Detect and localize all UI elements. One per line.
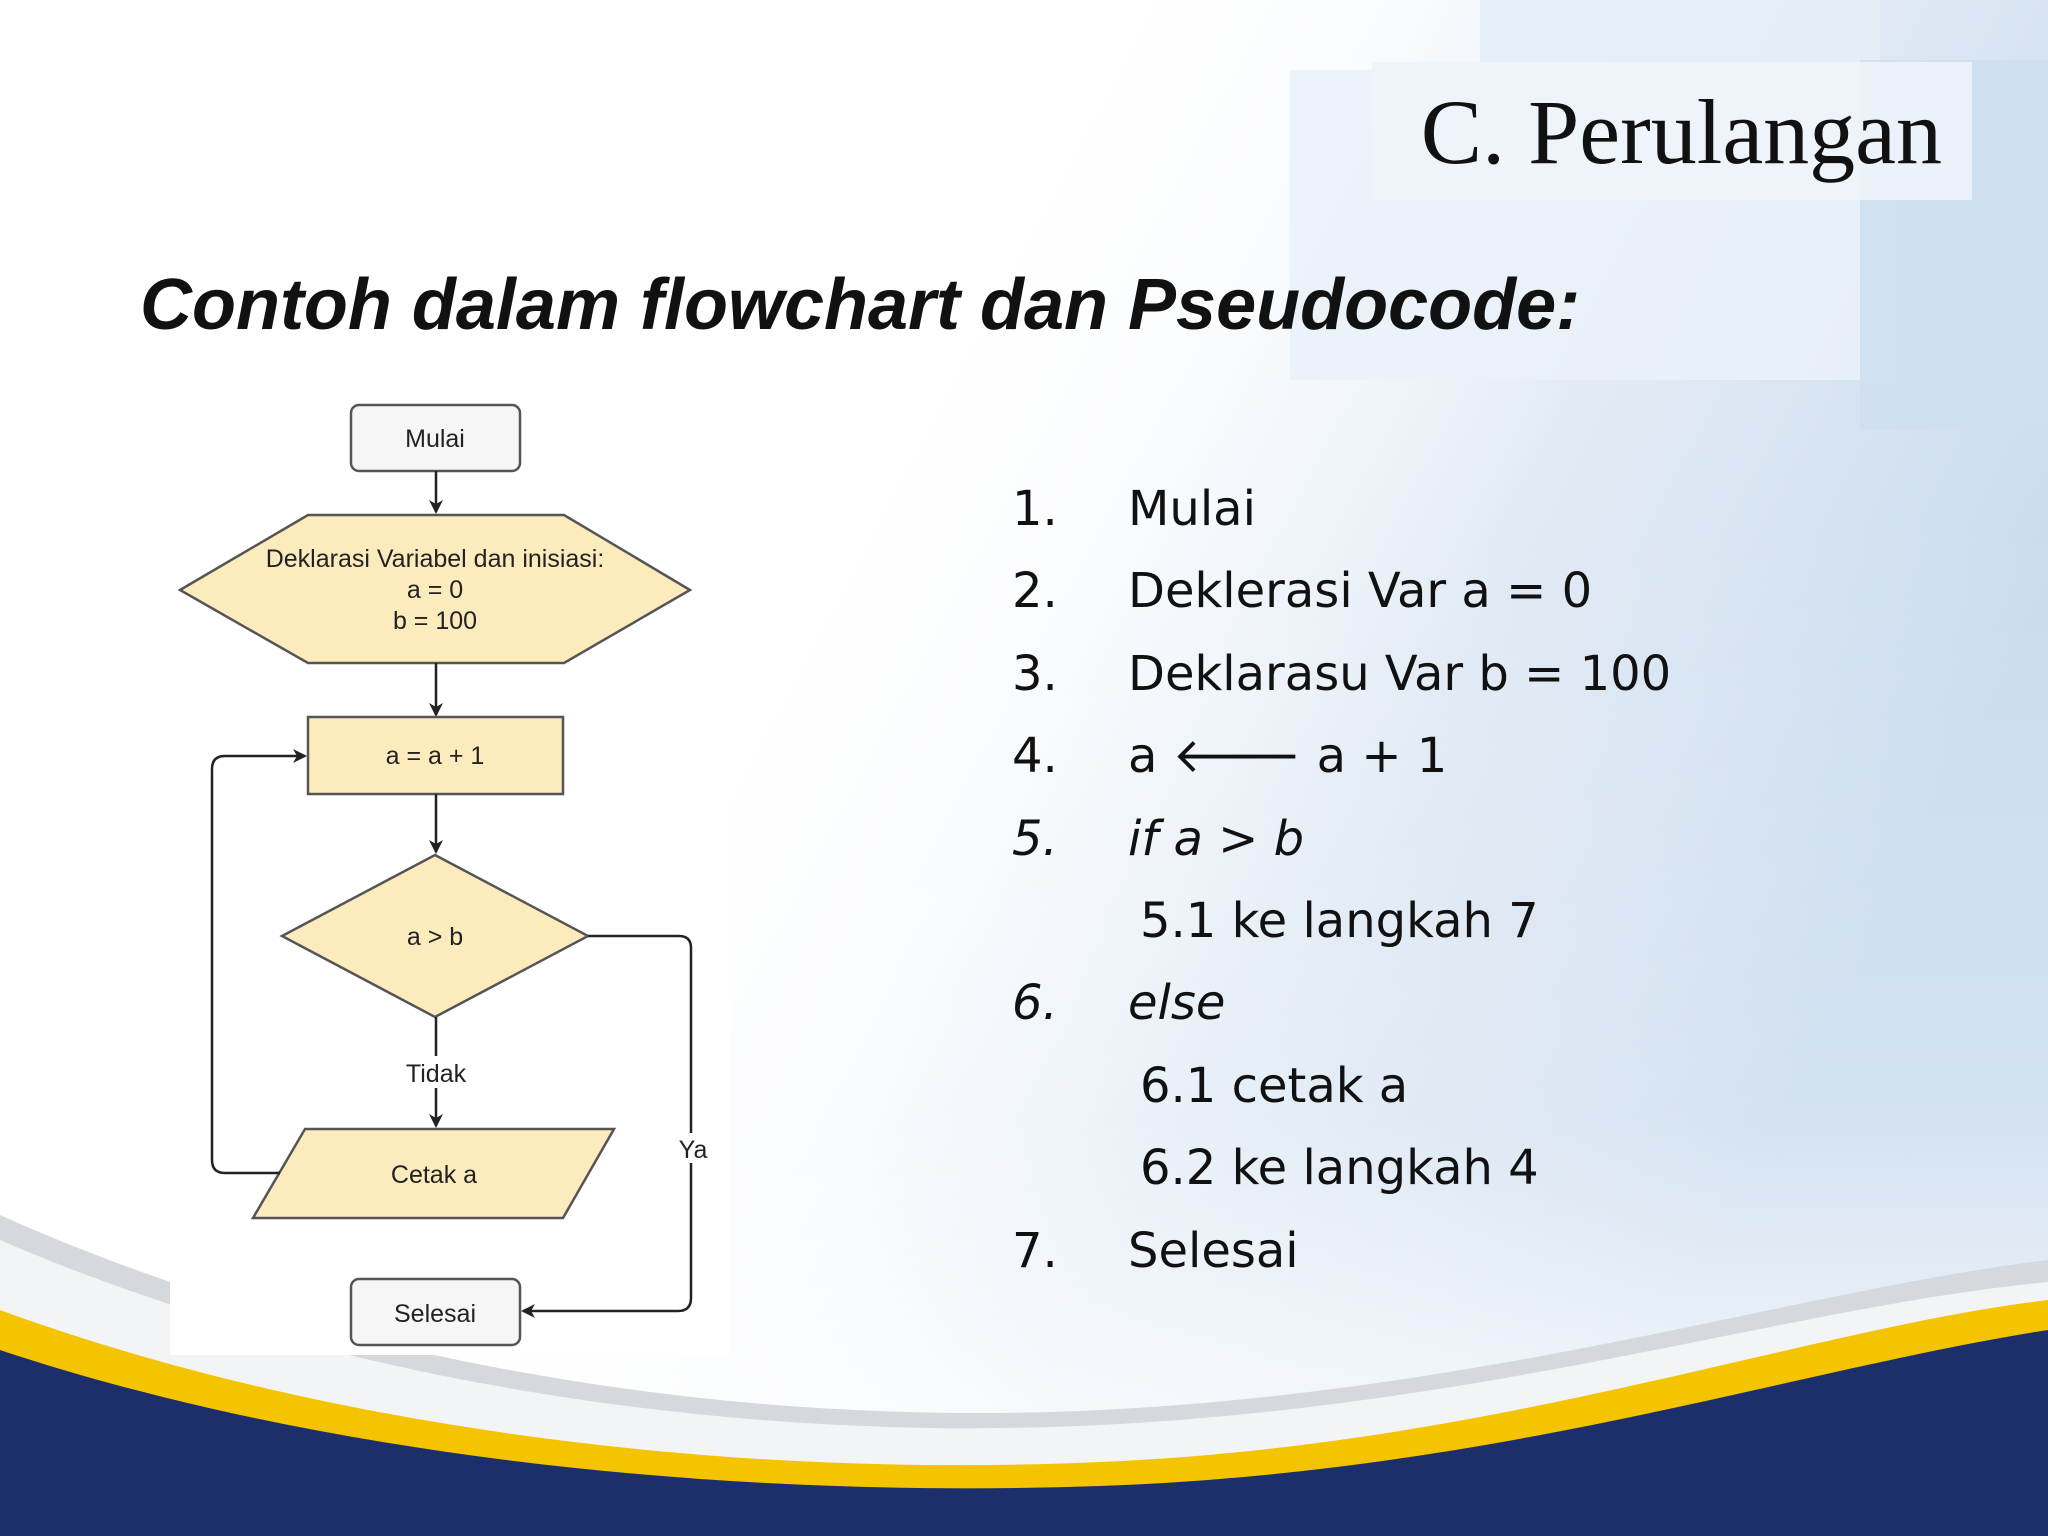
pseudocode-step-number: 5. [1012, 810, 1058, 867]
output-node [253, 1129, 614, 1218]
end-label: Selesai [394, 1300, 476, 1328]
pseudocode-step-number: 2. [1012, 563, 1058, 620]
label-yes: Ya [678, 1136, 708, 1164]
pseudocode-step-text: Deklarasu Var b = 100 [1128, 645, 1672, 702]
pseudocode-step [1012, 798, 1671, 880]
pseudocode-substep-text: 6.2 ke langkah 4 [1140, 1140, 1539, 1197]
pseudocode-step [1012, 1045, 1671, 1127]
pseudocode-step-number: 6. [1012, 975, 1058, 1032]
pseudocode-substep-text: 5.1 ke langkah 7 [1140, 892, 1539, 949]
decision-label: a > b [406, 923, 464, 951]
pseudocode-step [1012, 468, 1671, 550]
pseudocode-step-number: 3. [1012, 645, 1058, 702]
declaration-line1: Deklarasi Variabel dan inisiasi: [265, 545, 605, 573]
slide-subtitle: Contoh dalam flowchart dan Pseudocode: [140, 265, 1581, 345]
slide-title: C. Perulangan [1420, 81, 1942, 183]
pseudocode-step-text: Mulai [1128, 481, 1256, 537]
pseudocode-step [1012, 633, 1671, 715]
pseudocode-step-number: 1. [1012, 481, 1058, 537]
pseudocode-step [1012, 962, 1671, 1044]
start-node [351, 405, 520, 471]
pseudocode-substep-text: 6.1 cetak a [1140, 1057, 1409, 1114]
pseudocode-step-text: Deklerasi Var a = 0 [1128, 563, 1593, 620]
output-label: Cetak a [390, 1161, 478, 1189]
process-label: a = a + 1 [385, 742, 485, 770]
pseudocode-step-text: else [1128, 975, 1226, 1032]
pseudocode-step-number: 4. [1012, 728, 1058, 785]
pseudocode-step-number: 7. [1012, 1222, 1058, 1279]
pseudocode-step-text: if a > b [1128, 810, 1305, 867]
declaration-line2: a = 0 [406, 576, 464, 604]
pseudocode-step-text: Selesai [1128, 1222, 1299, 1279]
pseudocode-step [1012, 1210, 1671, 1292]
start-label: Mulai [405, 425, 465, 453]
pseudocode-list [1012, 468, 1671, 1292]
pseudocode-step [1012, 715, 1671, 797]
pseudocode-step [1012, 880, 1671, 962]
declaration-line3: b = 100 [392, 607, 478, 635]
pseudocode-step [1012, 1127, 1671, 1209]
pseudocode-step [1012, 550, 1671, 632]
end-node [351, 1279, 520, 1345]
pseudocode-step-text: a 🡐 a + 1 [1128, 728, 1448, 785]
label-no: Tidak [405, 1060, 467, 1088]
process-node [308, 717, 563, 794]
